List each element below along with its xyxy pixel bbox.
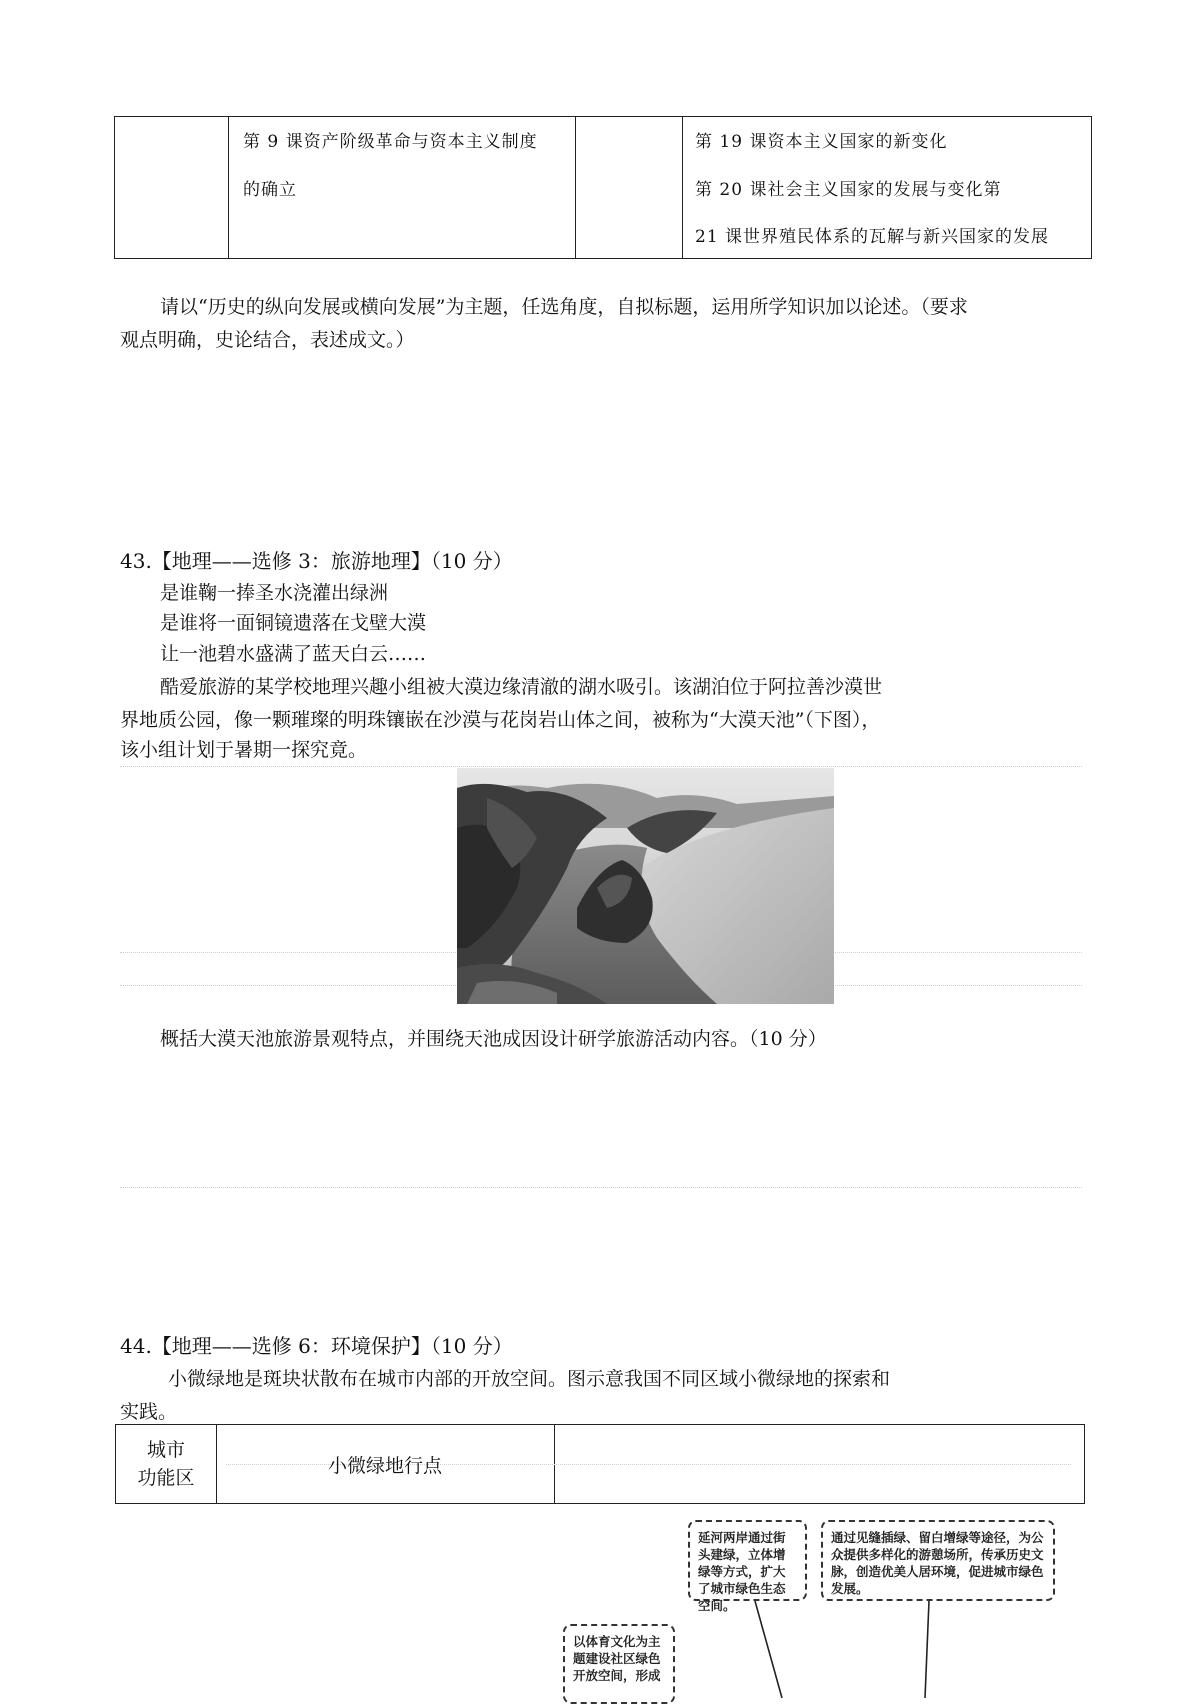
q43-body-line: 界地质公园，像一颗璀璨的明珠镶嵌在沙漠与花岗岩山体之间，被称为“大漠天池”（下图）， — [120, 709, 881, 731]
table-cell-line: 21 课世界殖民体系的瓦解与新兴国家的发展 — [695, 227, 1050, 247]
q43-poem-line: 是谁鞠一捧圣水浇灌出绿洲 — [160, 582, 389, 604]
connector-line — [755, 1601, 782, 1698]
q43-question: 概括大漠天池旅游景观特点，并围绕天池成因设计研学旅游活动内容。（10 分） — [160, 1028, 827, 1050]
header-line: 城市 — [146, 1440, 185, 1461]
note-sports-culture: 以体育文化为主题建设社区绿色开放空间，形成 — [563, 1624, 675, 1704]
connector-line — [925, 1601, 929, 1698]
table-cell-line: 第 9 课资产阶级革命与资本主义制度 — [243, 132, 538, 152]
q44-heading: 44.【地理——选修 6：环境保护】（10 分） — [120, 1334, 513, 1358]
q43-heading: 43.【地理——选修 3：旅游地理】（10 分） — [120, 549, 513, 573]
history-prompt-line: 观点明确，史论结合，表述成文。） — [120, 329, 415, 351]
q43-poem-line: 是谁将一面铜镜遗落在戈壁大漠 — [160, 612, 427, 634]
q44-body-line: 实践。 — [120, 1401, 178, 1423]
header-line: 功能区 — [137, 1468, 195, 1489]
note-urban-green-development: 通过见缝插绿、留白增绿等途径，为公众提供多样化的游憩场所，传承历史文脉，创造优美人居环境，促进城市绿色发展。 — [821, 1520, 1055, 1601]
history-prompt-line: 请以“历史的纵向发展或横向发展”为主题，任选角度，自拟标题，运用所学知识加以论述。（要求 — [160, 296, 968, 318]
q43-body-line: 酷爱旅游的某学校地理兴趣小组被大漠边缘清澈的湖水吸引。该湖泊位于阿拉善沙漠世 — [160, 676, 883, 698]
table-cell-line: 第 19 课资本主义国家的新变化 — [695, 132, 948, 152]
table-header-green-space: 小微绿地行点 — [327, 1456, 442, 1477]
note-yanhe-riverbank: 延河两岸通过街头建绿，立体增绿等方式，扩大了城市绿色生态空间。 — [688, 1520, 807, 1601]
q43-poem-line: 让一池碧水盛满了蓝天白云…… — [160, 643, 427, 665]
table-cell-line: 第 20 课社会主义国家的发展与变化第 — [695, 180, 1002, 200]
q43-body-line: 该小组计划于暑期一探究竟。 — [120, 739, 368, 761]
table-cell-line: 的确立 — [243, 180, 297, 200]
q44-body-line: 小微绿地是斑块状散布在城市内部的开放空间。图示意我国不同区域小微绿地的探索和 — [168, 1368, 891, 1390]
